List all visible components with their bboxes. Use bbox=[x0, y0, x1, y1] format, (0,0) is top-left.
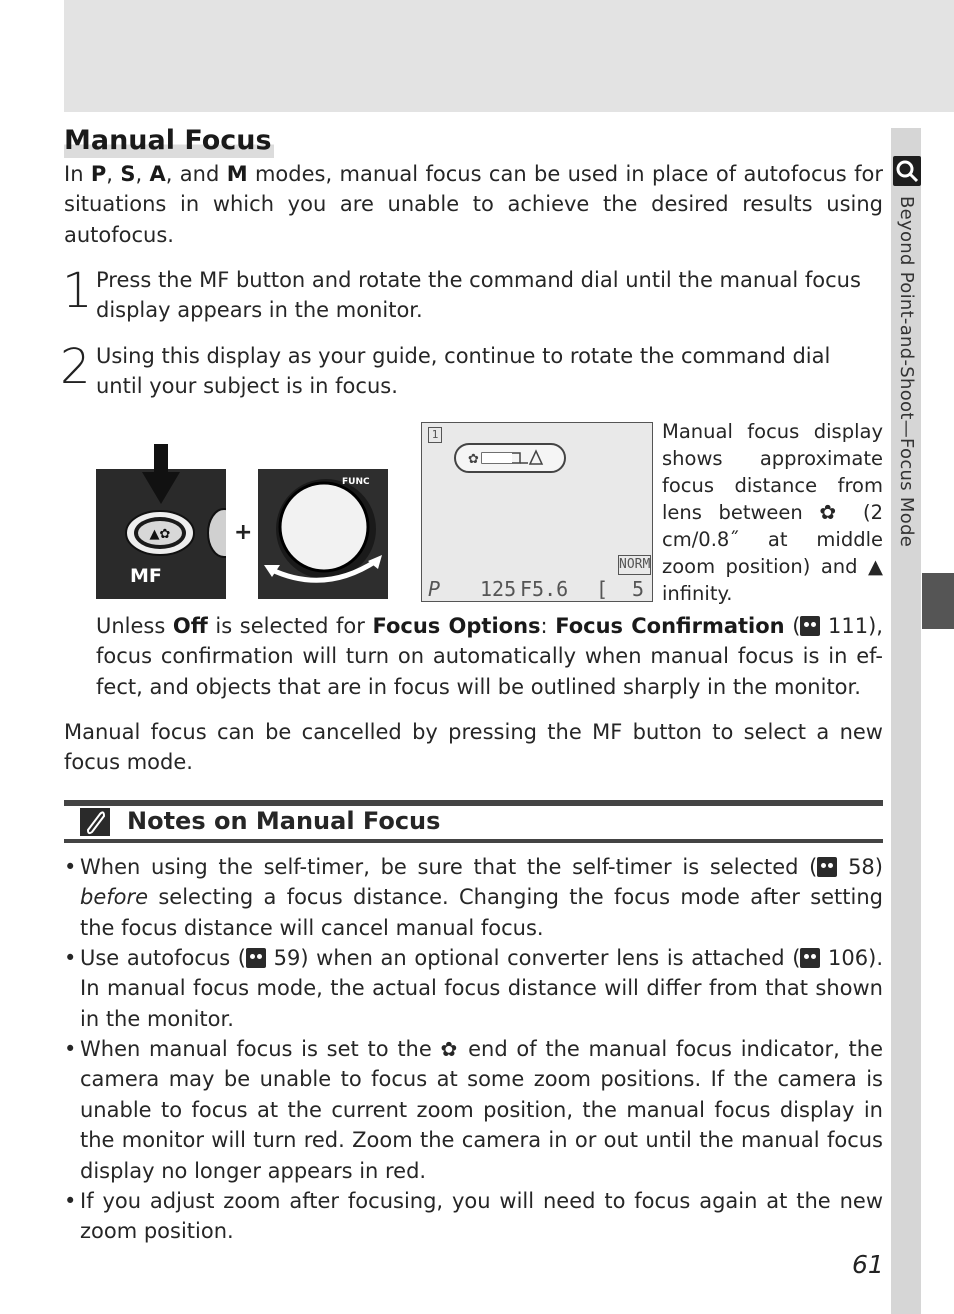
page-title: Manual Focus bbox=[64, 125, 272, 156]
aperture-value: F5.6 bbox=[520, 577, 569, 601]
step-2-number: 2 bbox=[60, 339, 91, 395]
notes-icon bbox=[80, 808, 110, 836]
note-item: • Use autofocus ( 59) when an optional converter lens is attached ( 106). In manual focus mode, the actual focus distance will differ from that shown in the monitor. bbox=[64, 946, 883, 1031]
header-band bbox=[64, 0, 954, 112]
frame-icon: 1 bbox=[428, 427, 442, 443]
page-reference-icon bbox=[800, 948, 820, 968]
monitor-display-illustration bbox=[421, 422, 653, 602]
figure-caption: Manual focus display shows approximate focus distance from lens between ✿ (2 cm/0.8˝ at middle zoom position) and ▲ infinity. bbox=[662, 420, 884, 605]
macro-flower-icon: ✿ bbox=[819, 500, 847, 524]
mode-indicator: P bbox=[428, 577, 441, 601]
svg-text:▲✿: ▲✿ bbox=[149, 527, 171, 542]
step-1-number: 1 bbox=[62, 263, 93, 319]
svg-text:✿: ✿ bbox=[468, 452, 479, 467]
intro-paragraph: In P, S, A, and M modes, manual focus can be used in place of autofocus for situations in which you are unable to achieve the desired results using autofocus. bbox=[64, 162, 883, 247]
exposures-remaining: 5 bbox=[632, 577, 645, 601]
notes-bottom-rule bbox=[64, 839, 883, 843]
bracket-open: [ bbox=[596, 577, 609, 601]
cancel-paragraph: Manual focus can be cancelled by pressing the MF button to select a new focus mode. bbox=[64, 720, 883, 775]
note-item: • If you adjust zoom after focusing, you will need to focus again at the new zoom position. bbox=[64, 1189, 883, 1244]
note-item: • When using the self-timer, be sure that the self-timer is selected ( 58) before selecting a focus distance. Changing the focus mode after setting the focus distance will cancel manual focus. bbox=[64, 855, 883, 940]
magnifier-icon bbox=[893, 156, 921, 186]
thumb-index-tab bbox=[922, 573, 954, 629]
focus-confirmation-paragraph: Unless Off is selected for Focus Options: Focus Confirmation ( 111), focus confirmation will turn on automatically when manual focus is in ef-fect, and objects that are in focus will be outlined sharply in the monitor. bbox=[96, 614, 883, 699]
note-item: • When manual focus is set to the ✿ end of the manual focus indicator, the camera may be unable to focus at some zoom positions. If the camera is unable to focus at the current zoom position, the manual focus display in the monitor will turn red. Zoom the camera in or out until the manual focus display no longer appears in red. bbox=[64, 1037, 883, 1183]
down-arrow-icon bbox=[142, 444, 182, 510]
mf-button-label: MF bbox=[130, 565, 162, 587]
notes-title: Notes on Manual Focus bbox=[127, 807, 441, 835]
step-2-text: Using this display as your guide, continue to rotate the command dial until your subject is in focus. bbox=[96, 344, 831, 399]
section-tab-label: Beyond Point-and-Shoot—Focus Mode bbox=[896, 196, 917, 548]
image-quality: NORM bbox=[618, 555, 651, 575]
page-reference-icon bbox=[246, 948, 266, 968]
page-number: 61 bbox=[852, 1250, 884, 1279]
shutter-speed: 125 bbox=[480, 577, 517, 601]
func-label: FUNC bbox=[342, 477, 370, 487]
macro-flower-icon: ✿ bbox=[440, 1037, 460, 1061]
page-reference-icon bbox=[800, 616, 820, 636]
mountain-icon: ▲ bbox=[868, 555, 884, 578]
command-dial-illustration bbox=[258, 469, 388, 599]
manual-focus-indicator bbox=[454, 443, 566, 473]
plus-sign: + bbox=[234, 520, 253, 545]
page-reference-icon bbox=[817, 857, 837, 877]
step-1-text: Press the MF button and rotate the command dial until the manual focus display appears in the monitor. bbox=[96, 268, 861, 323]
